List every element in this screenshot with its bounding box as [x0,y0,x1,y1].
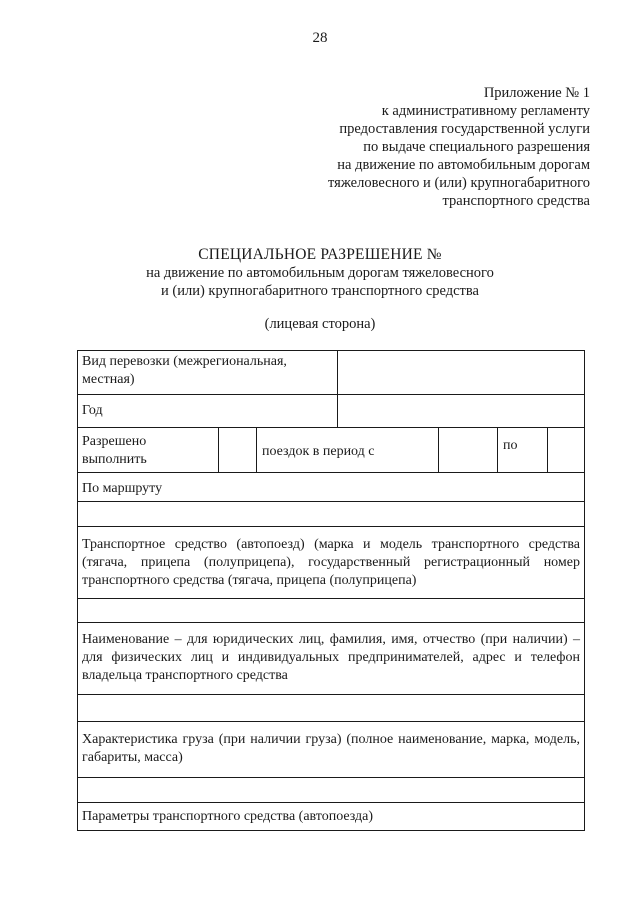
appendix-line: к административному регламенту [381,103,590,119]
period-start-value[interactable] [439,428,497,472]
vehicle-label: Транспортное средство (автопоезд) (марка и модель транспортного средства (тягача, прицепа (полуприцепа), государственный регистрационный номер транспортного средства (тягача, прицепа (полуприцепа) [82,537,580,588]
cargo-label: Характеристика груза (при наличии груза) (полное наименование, марка, модель, габариты, масса) [82,732,580,765]
appendix-line: Приложение № 1 [483,85,590,101]
appendix-line: на движение по автомобильным дорогам [337,157,590,173]
row-divider [77,802,585,803]
appendix-line: по выдаче специального разрешения [363,139,590,155]
appendix-line: предоставления государственной услуги [339,121,590,137]
transport-type-label: Вид перевозки (межрегиональная, местная) [82,354,287,387]
period-to-label: по [503,438,518,453]
row-divider [77,526,585,527]
route-value[interactable] [77,502,585,526]
form-border-bottom [77,830,585,831]
row-divider [77,427,585,428]
row-divider [77,721,585,722]
transport-type-value[interactable] [338,350,584,394]
appendix-block [270,84,590,210]
row-divider [77,472,585,473]
vehicle-params-label: Параметры транспортного средства (автопоезда) [82,809,374,824]
year-label: Год [82,403,103,418]
page-number: 28 [312,30,328,46]
document-title: СПЕЦИАЛЬНОЕ РАЗРЕШЕНИЕ № [198,246,442,263]
permit-form [77,350,585,830]
trips-period-label: поездок в период с [262,444,375,459]
allowed-label: Разрешено выполнить [82,434,147,467]
side-label: (лицевая сторона) [264,316,376,332]
appendix-line: тяжеловесного и (или) крупногабаритного [328,175,590,191]
owner-label: Наименование – для юридических лиц, фамилия, имя, отчество (при наличии) – для физических лиц и индивидуальных предпринимателей, адрес и телефон владельца транспортного средства [82,632,580,683]
row-divider [77,622,585,623]
period-end-value[interactable] [548,428,584,472]
subtitle-line-1: на движение по автомобильным дорогам тяжеловесного [146,265,494,281]
vehicle-value[interactable] [77,599,585,622]
trips-count-value[interactable] [219,428,256,472]
year-value[interactable] [338,395,584,427]
cargo-value[interactable] [77,778,585,802]
route-label: По маршруту [82,481,163,496]
subtitle-line-2: и (или) крупногабаритного транспортного средства [160,283,479,299]
appendix-line: транспортного средства [442,193,590,209]
owner-value[interactable] [77,695,585,721]
document-subtitle [0,264,640,300]
